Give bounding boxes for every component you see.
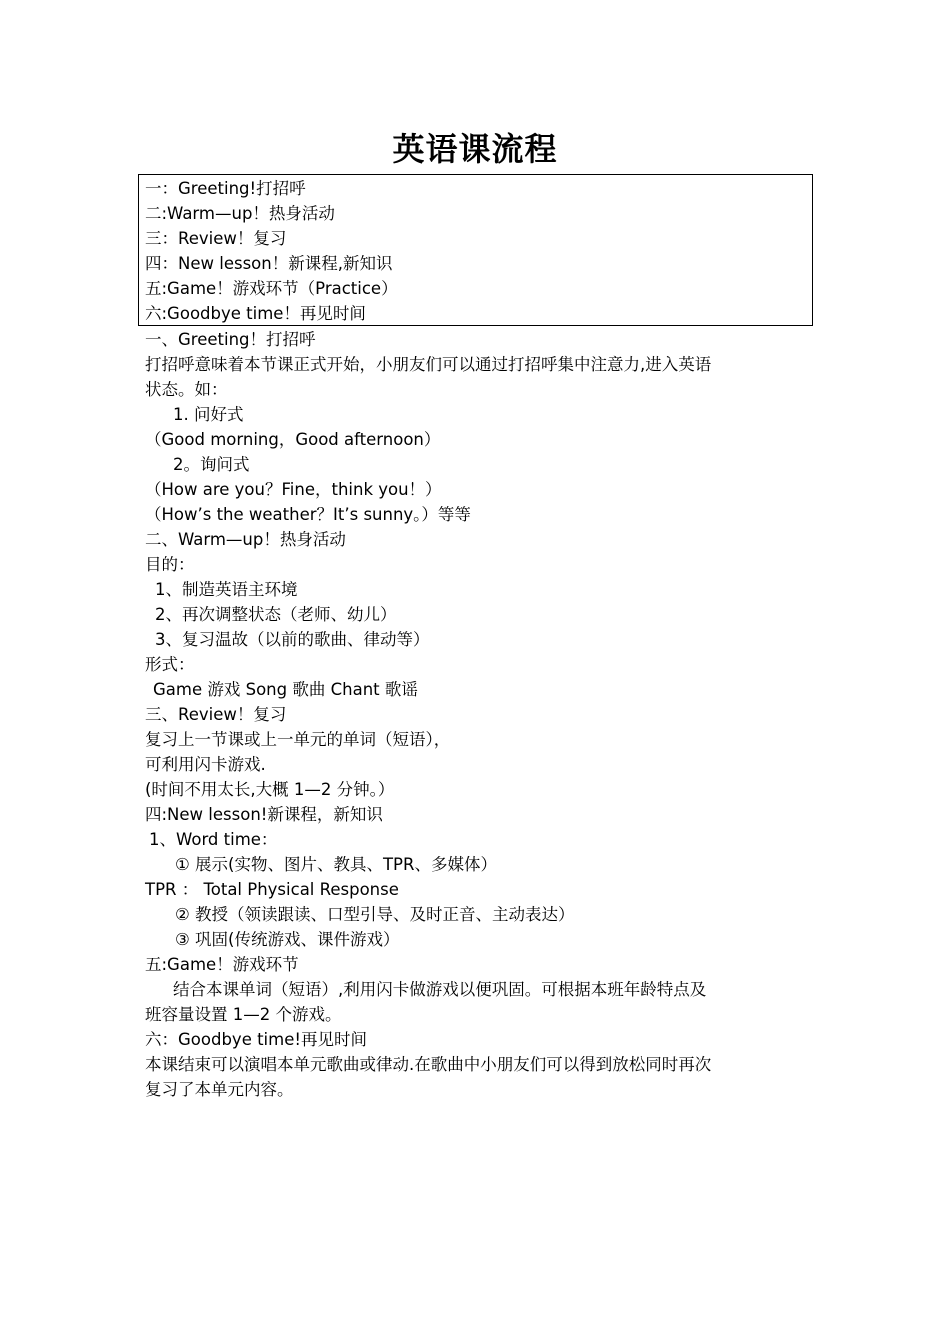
- outline-box: [138, 174, 813, 326]
- paragraph-line: （Good morning，Good afternoon）: [145, 430, 441, 449]
- outline-item-goodbye: 六:Goodbye time！再见时间: [145, 304, 366, 323]
- paragraph-line: TPR ： Total Physical Response: [145, 880, 399, 899]
- paragraph-line: 结合本课单词（短语）,利用闪卡做游戏以便巩固。可根据本班年龄特点及: [173, 980, 707, 999]
- paragraph-line: 可利用闪卡游戏.: [145, 755, 266, 774]
- paragraph-line: 复习了本单元内容。: [145, 1080, 294, 1099]
- list-item: 2。询问式: [173, 455, 250, 474]
- list-item: 3、复习温故（以前的歌曲、律动等）: [155, 630, 430, 649]
- outline-item-greeting: 一：Greeting!打招呼: [145, 179, 306, 198]
- paragraph-line: 打招呼意味着本节课正式开始，小朋友们可以通过打招呼集中注意力,进入英语: [145, 355, 712, 374]
- list-item: 1. 问好式: [173, 405, 244, 424]
- paragraph-line: （How are you？Fine，think you！）: [145, 480, 442, 499]
- outline-item-new-lesson: 四：New lesson！新课程,新知识: [145, 254, 393, 273]
- list-item: 1、制造英语主环境: [155, 580, 298, 599]
- paragraph-line: Game 游戏 Song 歌曲 Chant 歌谣: [153, 680, 418, 699]
- list-item: 2、再次调整状态（老师、幼儿）: [155, 605, 397, 624]
- list-item: ② 教授（领读跟读、口型引导、及时正音、主动表达）: [175, 905, 575, 924]
- paragraph-line: 目的：: [145, 555, 195, 574]
- paragraph-line: 本课结束可以演唱本单元歌曲或律动.在歌曲中小朋友们可以得到放松同时再次: [145, 1055, 712, 1074]
- list-item: ① 展示(实物、图片、教具、TPR、多媒体）: [175, 855, 497, 874]
- document-body: [145, 327, 815, 1102]
- paragraph-line: （How’s the weather？It’s sunny。）等等: [145, 505, 471, 524]
- paragraph-line: 状态。如：: [145, 380, 228, 399]
- paragraph-line: 班容量设置 1—2 个游戏。: [145, 1005, 342, 1024]
- list-item: 1、Word time：: [149, 830, 278, 849]
- section-heading-goodbye: 六：Goodbye time!再见时间: [145, 1030, 367, 1049]
- outline-item-warmup: 二:Warm—up！热身活动: [145, 204, 335, 223]
- section-heading-warmup: 二、Warm—up！热身活动: [145, 530, 346, 549]
- page-title: 英语课流程: [392, 130, 558, 168]
- paragraph-line: (时间不用太长,大概 1—2 分钟。）: [145, 780, 395, 799]
- list-item: ③ 巩固(传统游戏、课件游戏）: [175, 930, 400, 949]
- paragraph-line: 形式：: [145, 655, 195, 674]
- outline-item-review: 三：Review！复习: [145, 229, 287, 248]
- section-heading-game: 五:Game！游戏环节: [145, 955, 299, 974]
- section-heading-new-lesson: 四:New lesson!新课程，新知识: [145, 805, 383, 824]
- section-heading-review: 三、Review！复习: [145, 705, 287, 724]
- outline-item-game: 五:Game！游戏环节（Practice）: [145, 279, 398, 298]
- section-heading-greeting: 一、Greeting！打招呼: [145, 330, 316, 349]
- paragraph-line: 复习上一节课或上一单元的单词（短语），: [145, 730, 451, 749]
